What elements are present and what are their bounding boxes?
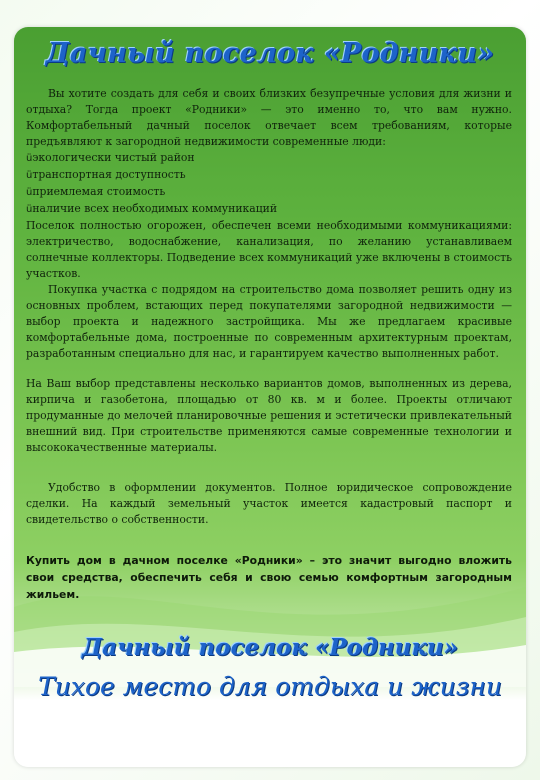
feature-item [26, 201, 512, 218]
feature-label: наличие всех необходимых коммуникаций [32, 202, 278, 215]
intro-paragraph: Вы хотите создать для себя и своих близких безупречные условия для жизни и отдыха? Тогда проект «Родники» — это именно то, что вам нужно. Комфортабельный дачный поселок отвечает всем требованиям, которые предъявляют к загородной недвижимости современные люди: [26, 87, 512, 148]
slogan: Тихое место для отдыха и жизни [38, 672, 502, 701]
feature-label: экологически чистый район [32, 151, 195, 164]
checkmark-icon: ü [26, 170, 33, 181]
bottom-title: Дачный поселок «Родники» [81, 634, 459, 661]
feature-label: приемлемая стоимость [32, 185, 166, 198]
feature-label: транспортная доступность [32, 168, 186, 181]
feature-item [26, 150, 512, 167]
paragraph-spacer [26, 528, 512, 552]
checkmark-icon: ü [26, 204, 33, 215]
documents-paragraph: Удобство в оформлении документов. Полное юридическое сопровождение сделки. На каждый земельный участок имеется кадастровый паспорт и свидетельство о собственности. [26, 481, 512, 526]
variants-paragraph: На Ваш выбор представлены несколько вариантов домов, выполненных из дерева, кирпича и газобетона, площадью от 80 кв. м и более. Проекты отличают продуманные до мелочей планировочные решения и эстетически привлекательный внешний вид. При строительстве применяются самые современные технологии и высококачественные материалы. [26, 377, 512, 454]
feature-item [26, 167, 512, 184]
article-body [26, 86, 512, 603]
checkmark-icon: ü [26, 187, 33, 198]
page-title: Дачный поселок «Родники» [45, 38, 495, 69]
feature-item [26, 184, 512, 201]
closing-statement: Купить дом в дачном поселке «Родники» – это значит выгодно вложить свои средства, обеспечить себя и свою семью комфортным загородным жильем. [26, 554, 512, 601]
purchase-paragraph: Покупка участка с подрядом на строительство дома позволяет решить одну из основных проблем, встающих перед покупателями загородной недвижимости — выбор проекта и надежного застройщика. Мы же предлагаем красивые комфортабельные дома, построенные по современным архитектурным проектам, разработанным специально для нас, и гарантируем качество выполненных работ. [26, 283, 512, 360]
paragraph-spacer [26, 362, 512, 376]
paragraph-spacer [26, 456, 512, 480]
security-paragraph: Поселок полностью огорожен, обеспечен всеми необходимыми коммуникациями: электричество, водоснабжение, канализация, по желанию устанавливаем солнечные коллекторы. Подведение всех коммуникаций уже включены в стоимость участков. [26, 219, 512, 280]
checkmark-icon: ü [26, 153, 33, 164]
